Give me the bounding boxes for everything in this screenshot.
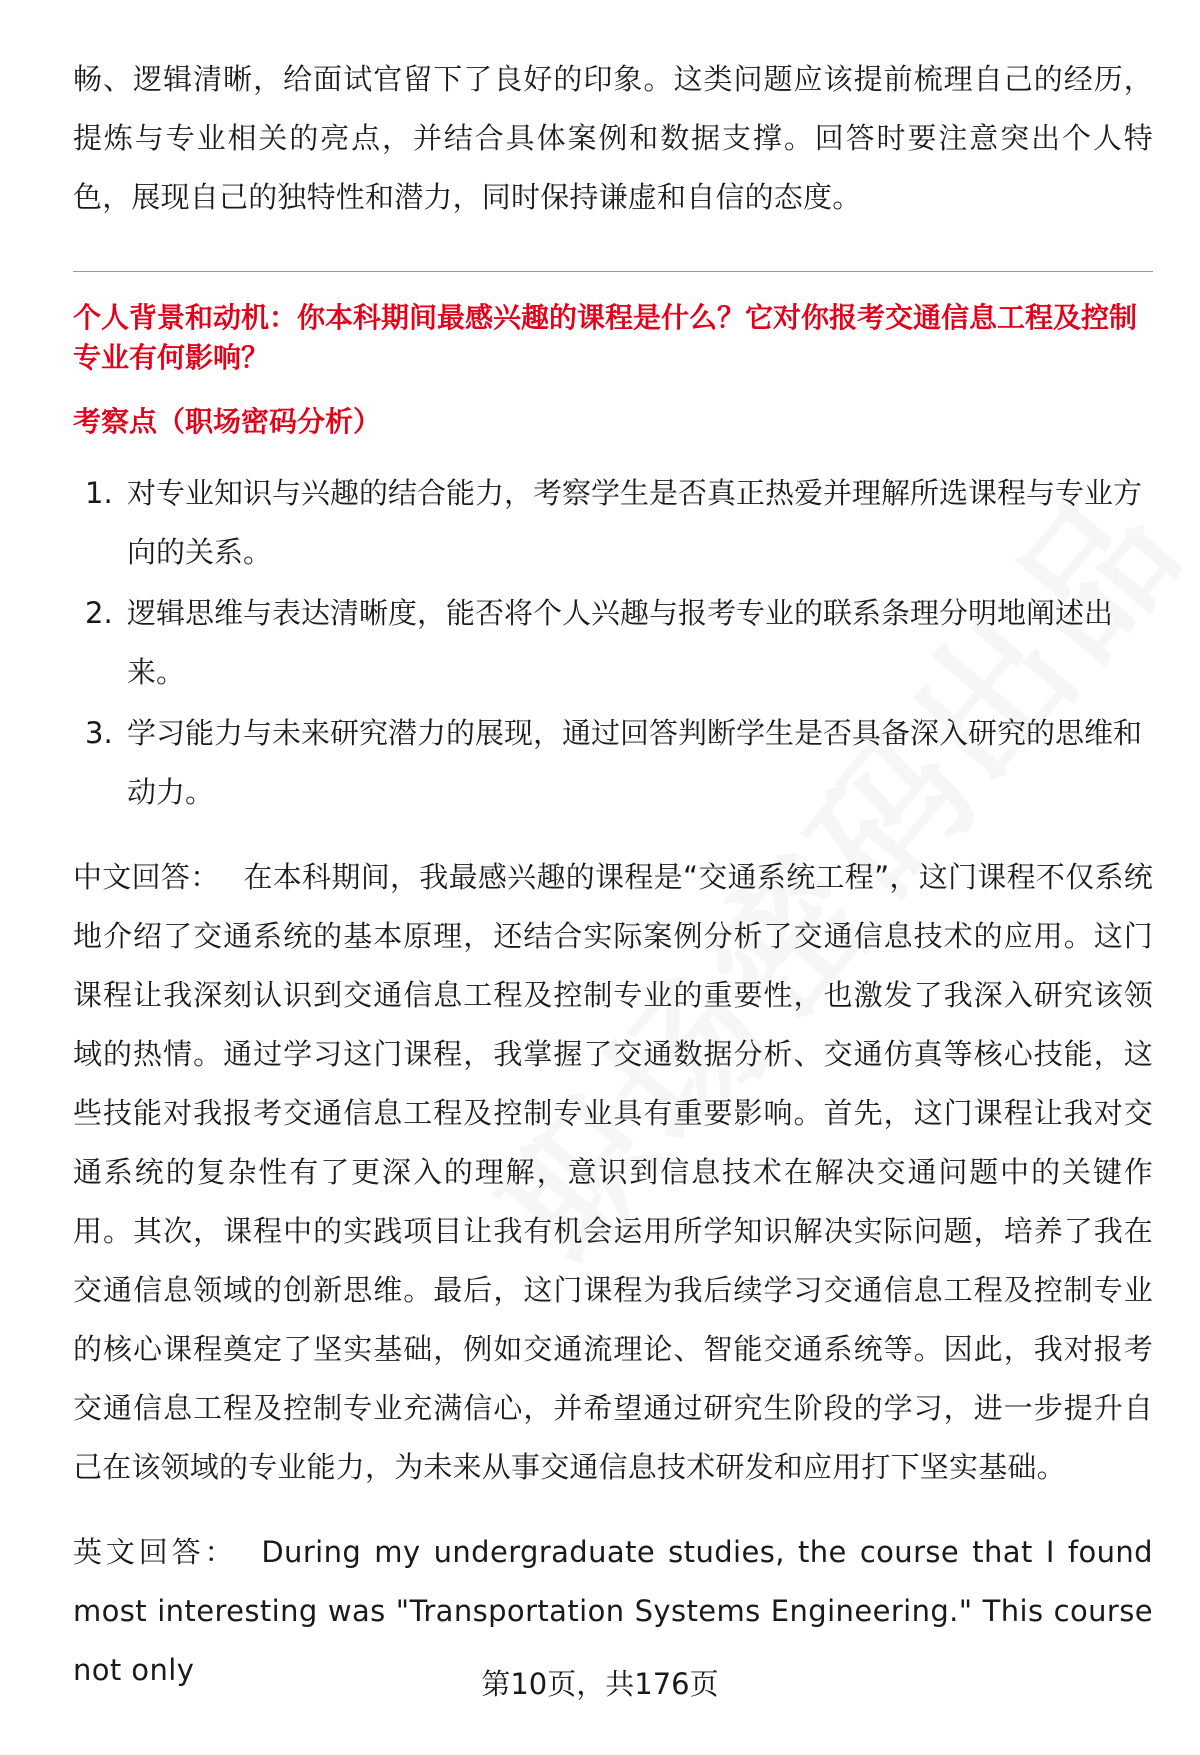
list-item (73, 464, 1153, 582)
english-answer-text: During my undergraduate studies, the course that I found most interesting was "Transportation Systems Engineering." This course not only (73, 1535, 1153, 1687)
section-divider (73, 271, 1153, 272)
list-item (73, 584, 1153, 702)
analysis-points-list (73, 464, 1153, 822)
page-footer: 第10页，共176页 (481, 1667, 719, 1701)
chinese-answer-text: 在本科期间，我最感兴趣的课程是“交通系统工程”，这门课程不仅系统地介绍了交通系统的基本原理，还结合实际案例分析了交通信息技术的应用。这门课程让我深刻认识到交通信息工程及控制专业的重要性，也激发了我深入研究该领域的热情。通过学习这门课程，我掌握了交通数据分析、交通仿真等核心技能，这些技能对我报考交通信息工程及控制专业具有重要影响。首先，这门课程让我对交通系统的复杂性有了更深入的理解，意识到信息技术在解决交通问题中的关键作用。其次，课程中的实践项目让我有机会运用所学知识解决实际问题，培养了我在交通信息领域的创新思维。最后，这门课程为我后续学习交通信息工程及控制专业的核心课程奠定了坚实基础，例如交通流理论、智能交通系统等。因此，我对报考交通信息工程及控制专业充满信心，并希望通过研究生阶段的学习，进一步提升自己在该领域的专业能力，为未来从事交通信息技术研发和应用打下坚实基础。 (73, 860, 1153, 1484)
english-answer-label: 英文回答： (73, 1535, 238, 1569)
list-item (73, 704, 1153, 822)
intro-paragraph: 畅、逻辑清晰，给面试官留下了良好的印象。这类问题应该提前梳理自己的经历，提炼与专业相关的亮点，并结合具体案例和数据支撑。回答时要注意突出个人特色，展现自己的独特性和潜力，同时保持谦虚和自信的态度。 (73, 62, 1153, 214)
list-item-number: 2. (85, 596, 113, 630)
chinese-answer-label: 中文回答： (73, 860, 220, 894)
list-item-number: 3. (85, 716, 113, 750)
list-item-text: 对专业知识与兴趣的结合能力，考察学生是否真正热爱并理解所选课程与专业方向的关系。 (127, 476, 1143, 569)
list-item-text: 逻辑思维与表达清晰度，能否将个人兴趣与报考专业的联系条理分明地阐述出来。 (127, 596, 1114, 689)
analysis-heading: 考察点（职场密码分析） (73, 405, 382, 438)
question-heading: 个人背景和动机：你本科期间最感兴趣的课程是什么？它对你报考交通信息工程及控制专业有何影响？ (73, 301, 1138, 374)
list-item-number: 1. (85, 476, 113, 510)
document-page (73, 50, 1153, 1700)
chinese-answer (73, 848, 1153, 1497)
list-item-text: 学习能力与未来研究潜力的展现，通过回答判断学生是否具备深入研究的思维和动力。 (127, 716, 1143, 809)
